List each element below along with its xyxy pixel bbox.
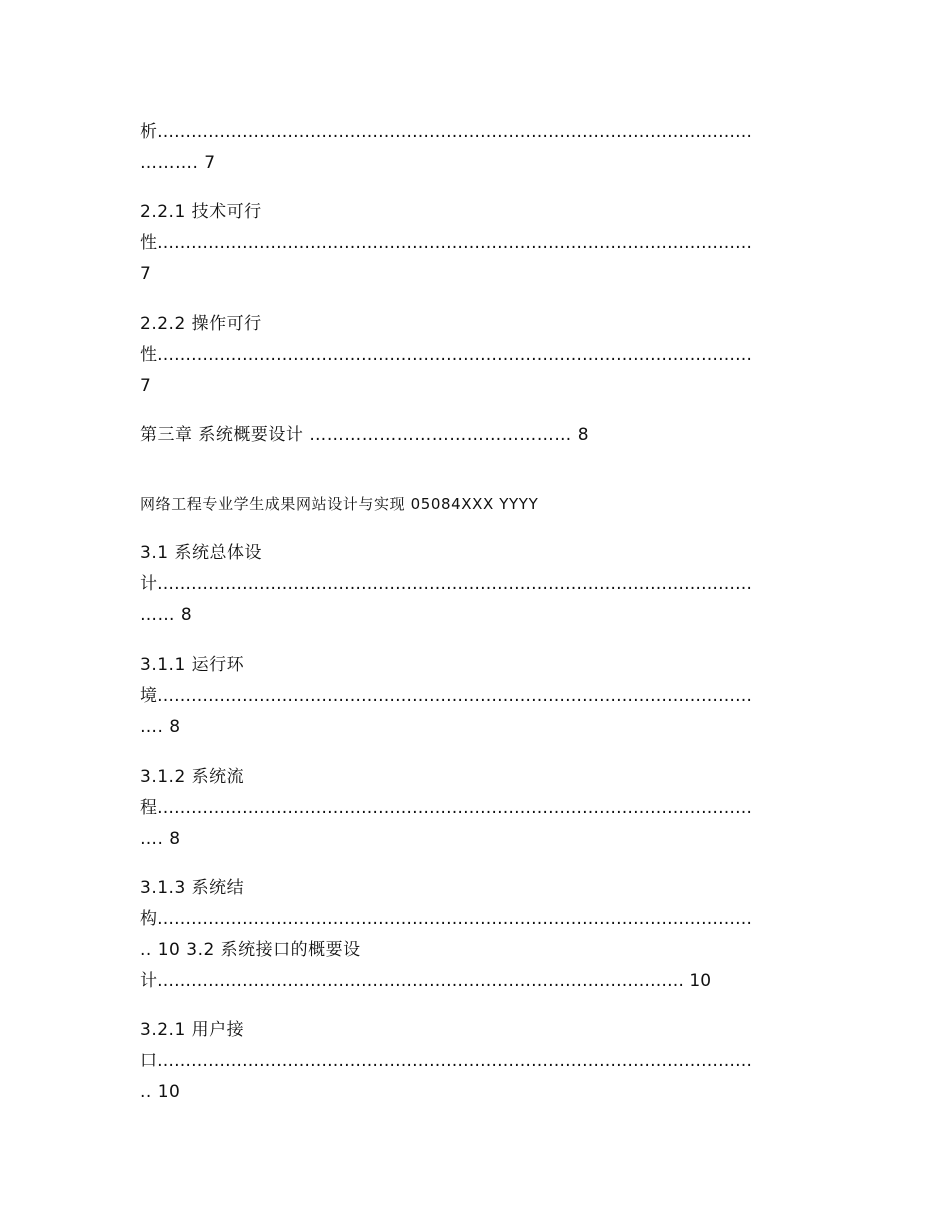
toc-line: 程……………………………………………………………………………………………	[140, 798, 752, 818]
toc-line: …… 8	[140, 605, 193, 625]
page-header: 网络工程专业学生成果网站设计与实现 05084XXX YYYY	[140, 495, 539, 513]
toc-page-number: 7	[140, 376, 152, 396]
toc-line: .. 10 3.2 系统接口的概要设	[140, 940, 361, 960]
toc-entry-2-2-1-title: 2.2.1 技术可行	[140, 202, 262, 222]
toc-line: .. 10	[140, 1082, 181, 1102]
toc-entry-3-1-title: 3.1 系统总体设	[140, 543, 262, 563]
toc-entry-3-1-3-title: 3.1.3 系统结	[140, 878, 245, 898]
toc-line: ………. 7	[140, 153, 216, 173]
toc-line: 性……………………………………………………………………………………………	[140, 345, 752, 365]
toc-page-number: 7	[140, 264, 152, 284]
toc-line: …. 8	[140, 829, 181, 849]
toc-line: 析……………………………………………………………………………………………	[140, 122, 752, 142]
toc-line: 计……………………………………………………………………………………………	[140, 574, 752, 594]
toc-line: 境……………………………………………………………………………………………	[140, 686, 752, 706]
toc-chapter-3: 第三章 系统概要设计 ……………………………………… 8	[140, 425, 590, 445]
toc-entry-3-2-1-title: 3.2.1 用户接	[140, 1020, 245, 1040]
toc-line: 计………………………………………………………………………………… 10	[140, 971, 712, 991]
toc-line: 性……………………………………………………………………………………………	[140, 233, 752, 253]
toc-entry-2-2-2-title: 2.2.2 操作可行	[140, 314, 262, 334]
toc-entry-3-1-2-title: 3.1.2 系统流	[140, 767, 245, 787]
toc-line: 口……………………………………………………………………………………………	[140, 1051, 752, 1071]
toc-line: …. 8	[140, 717, 181, 737]
toc-entry-3-1-1-title: 3.1.1 运行环	[140, 655, 245, 675]
toc-line: 构……………………………………………………………………………………………	[140, 909, 752, 929]
